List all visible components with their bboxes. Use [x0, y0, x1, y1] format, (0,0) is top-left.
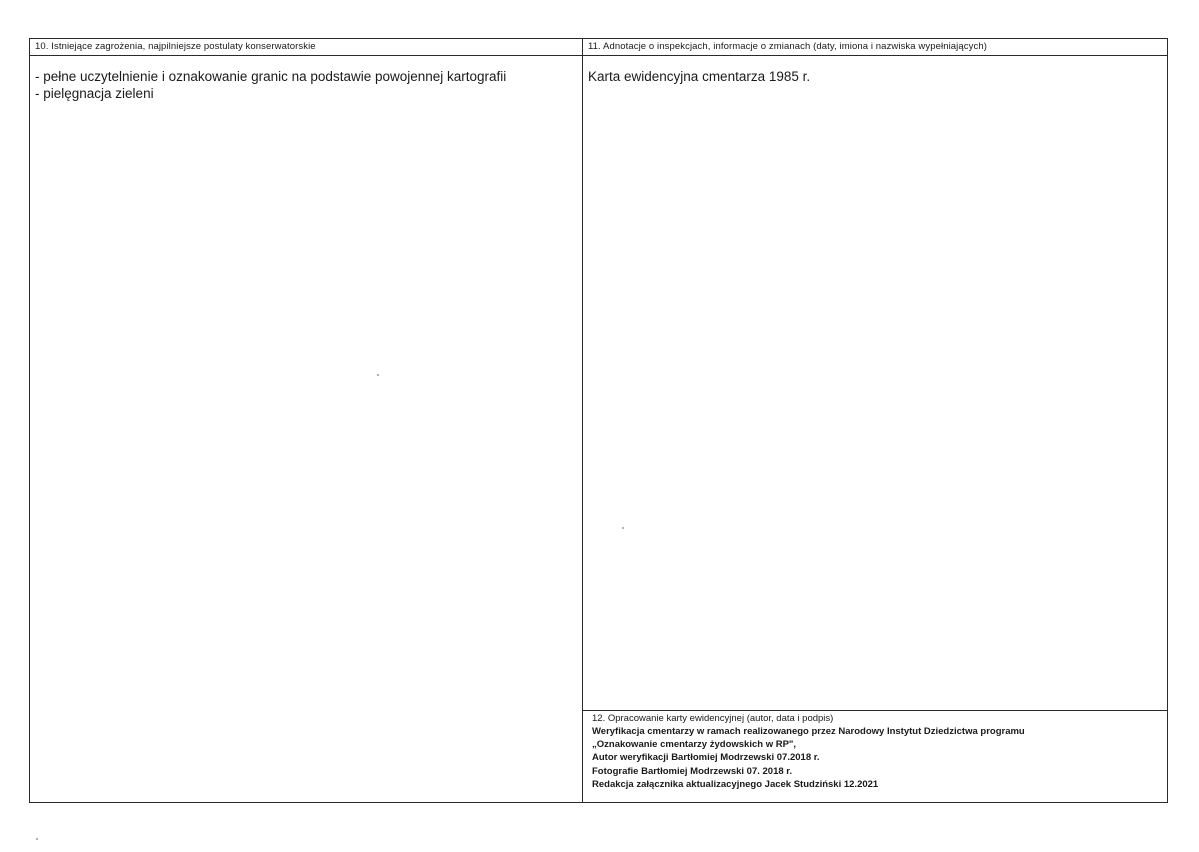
- section-12-line: Fotografie Bartłomiej Modrzewski 07. 2018 r.: [592, 765, 793, 777]
- section-10-content: [35, 68, 574, 102]
- scan-speck: [622, 527, 624, 529]
- scan-speck: [36, 838, 38, 840]
- section-10-line: - pełne uczytelnienie i oznakowanie granic na podstawie powojennej kartografii: [35, 69, 507, 84]
- section-12-header: 12. Opracowanie karty ewidencyjnej (autor, data i podpis): [592, 713, 834, 724]
- section-12-line: Autor weryfikacji Bartłomiej Modrzewski 07.2018 r.: [592, 752, 820, 764]
- section-10-line: - pielęgnacja zieleni: [35, 86, 154, 101]
- section-11-line: Karta ewidencyjna cmentarza 1985 r.: [588, 69, 811, 84]
- section-11-content: [588, 68, 1159, 85]
- scan-speck: [377, 374, 379, 376]
- section-11-header: 11. Adnotacje o inspekcjach, informacje o zmianach (daty, imiona i nazwiska wypełniających): [583, 39, 1167, 56]
- record-card-form: [29, 38, 1168, 803]
- section-12-line: Redakcja załącznika aktualizacyjnego Jacek Studziński 12.2021: [592, 778, 879, 790]
- section-12-line: Weryfikacja cmentarzy w ramach realizowanego przez Narodowy Instytut Dziedzictwa programu: [592, 726, 1025, 737]
- section-12-authorship: [583, 710, 1167, 802]
- section-11-annotations: [583, 39, 1167, 710]
- section-12-content: [592, 725, 1025, 791]
- section-10-threats: [30, 39, 582, 802]
- section-10-header: 10. Istniejące zagrożenia, najpilniejsze postulaty konserwatorskie: [30, 39, 582, 56]
- section-12-line: „Oznakowanie cmentarzy żydowskich w RP",: [592, 739, 797, 751]
